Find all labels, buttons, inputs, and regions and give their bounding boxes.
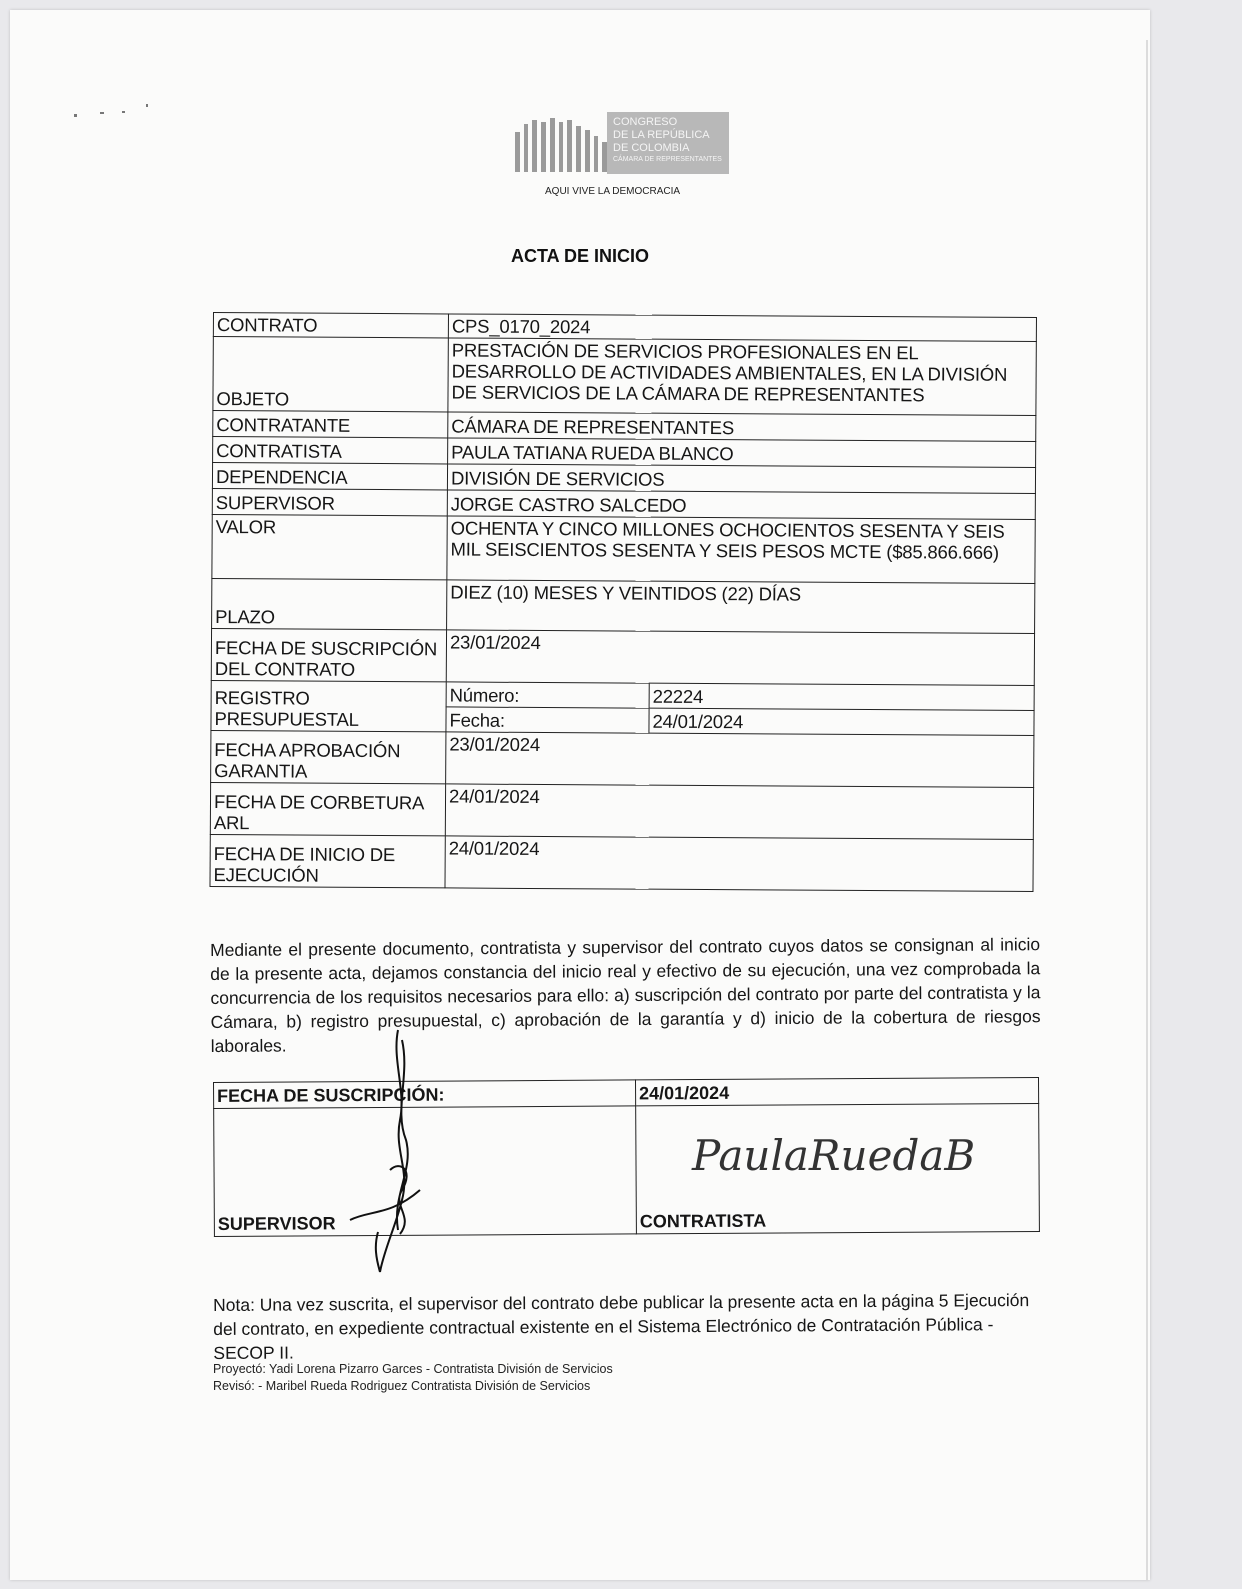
footer-proyecto: Proyectó: Yadi Lorena Pizarro Garces - Contratista División de Servicios <box>213 1362 613 1376</box>
scan-speck <box>122 111 125 113</box>
plazo-value: DIEZ (10) MESES Y VEINTIDOS (22) DÍAS <box>447 580 1035 634</box>
scan-speck <box>146 104 148 107</box>
valor-label: VALOR <box>212 514 447 579</box>
dependencia-label: DEPENDENCIA <box>212 463 447 490</box>
contratista-signature-icon <box>686 1120 976 1190</box>
registro-fecha-value: 24/01/2024 <box>649 708 1034 735</box>
table-row <box>211 730 1034 787</box>
fecha-inicio-label: FECHA DE INICIO DE EJECUCIÓN <box>210 834 445 887</box>
contratista-signature-cell: CONTRATISTA <box>636 1103 1040 1233</box>
fecha-arl-label: FECHA DE CORBETURA ARL <box>210 782 445 835</box>
body-paragraph: Mediante el presente documento, contratista y supervisor del contrato cuyos datos se consignan al inicio de la presente acta, dejamos constancia del inicio real y efectivo de su ejecución, una vez comprobada la concurrencia de los requisitos necesarios para ello: a) suscripción del contrato por parte del contratista y la Cámara, b) registro presupuestal, c) aprobación de la garantía y d) inicio de la cobertura de riesgos laborales. <box>210 934 1041 1056</box>
plazo-label: PLAZO <box>212 578 447 629</box>
document-page <box>10 10 1150 1580</box>
scan-speck <box>74 114 77 117</box>
table-row <box>212 578 1035 633</box>
contract-data-table <box>209 312 1036 892</box>
logo-wordmark: CONGRESO DE LA REPÚBLICA DE COLOMBIA CÁMARA DE REPRESENTANTES <box>607 112 729 174</box>
fecha-suscripcion-label: FECHA DE SUSCRIPCIÓN DEL CONTRATO <box>211 628 446 681</box>
registro-fecha-label: Fecha: <box>446 707 649 733</box>
svg-text:PaulaRuedaB: PaulaRuedaB <box>692 1131 976 1180</box>
fecha-garantia-label: FECHA APROBACIÓN GARANTIA <box>211 730 446 783</box>
table-row <box>211 680 1034 710</box>
valor-value: OCHENTA Y CINCO MILLONES OCHOCIENTOS SESENTA Y SEIS MIL SEISCIENTOS SESENTA Y SEIS PESOS MCTE ($85.866.666) <box>447 516 1035 584</box>
registro-numero-value: 22224 <box>649 683 1034 710</box>
footer-reviso: Revisó: - Maribel Rueda Rodriguez Contratista División de Servicios <box>213 1379 591 1393</box>
nota-paragraph: Nota: Una vez suscrita, el supervisor del contrato debe publicar la presente acta en la página 5 Ejecución del contrato, en expediente contractual existente en el Sistema Electrónico de Contratación Pública - SECOP II. <box>213 1290 1030 1363</box>
supervisor-signature-cell: SUPERVISOR <box>214 1106 637 1237</box>
objeto-label: OBJETO <box>213 337 448 412</box>
fecha-suscripcion-sign-value: 24/01/2024 <box>635 1077 1038 1105</box>
contrato-value: CPS_0170_2024 <box>448 314 1036 342</box>
supervisor-value: JORGE CASTRO SALCEDO <box>447 490 1035 520</box>
contratante-label: CONTRATANTE <box>213 411 448 438</box>
fecha-garantia-value: 23/01/2024 <box>446 732 1034 788</box>
dependencia-value: DIVISIÓN DE SERVICIOS <box>447 464 1035 494</box>
registro-numero-label: Número: <box>446 682 649 708</box>
scan-margin-line <box>1146 40 1148 1580</box>
table-row <box>210 782 1033 839</box>
fecha-suscripcion-value: 23/01/2024 <box>446 630 1034 686</box>
congreso-logo <box>505 98 745 208</box>
fecha-suscripcion-sign-label: FECHA DE SUSCRIPCIÓN: <box>214 1080 636 1109</box>
contratista-label: CONTRATISTA <box>213 437 448 464</box>
supervisor-signature-icon <box>340 1020 450 1280</box>
objeto-value: PRESTACIÓN DE SERVICIOS PROFESIONALES EN EL DESARROLLO DE ACTIVIDADES AMBIENTALES, EN LA DIVISIÓN DE SERVICIOS DE LA CÁMARA DE REPRESENTANTES <box>448 338 1036 416</box>
logo-columns-icon <box>515 116 607 172</box>
fecha-inicio-value: 24/01/2024 <box>445 836 1033 892</box>
contratista-value: PAULA TATIANA RUEDA BLANCO <box>448 438 1036 468</box>
contrato-label: CONTRATO <box>213 313 448 338</box>
logo-tagline: AQUI VIVE LA DEMOCRACIA <box>545 186 681 197</box>
contratante-value: CÁMARA DE REPRESENTANTES <box>448 412 1036 442</box>
table-row <box>210 834 1033 891</box>
fecha-arl-value: 24/01/2024 <box>445 784 1033 840</box>
registro-label: REGISTRO PRESUPUESTAL <box>211 680 446 731</box>
table-row <box>211 628 1034 685</box>
supervisor-label: SUPERVISOR <box>212 488 447 515</box>
table-row <box>213 337 1036 416</box>
document-title: ACTA DE INICIO <box>511 246 649 266</box>
scan-speck <box>100 112 104 114</box>
table-row <box>212 514 1035 583</box>
